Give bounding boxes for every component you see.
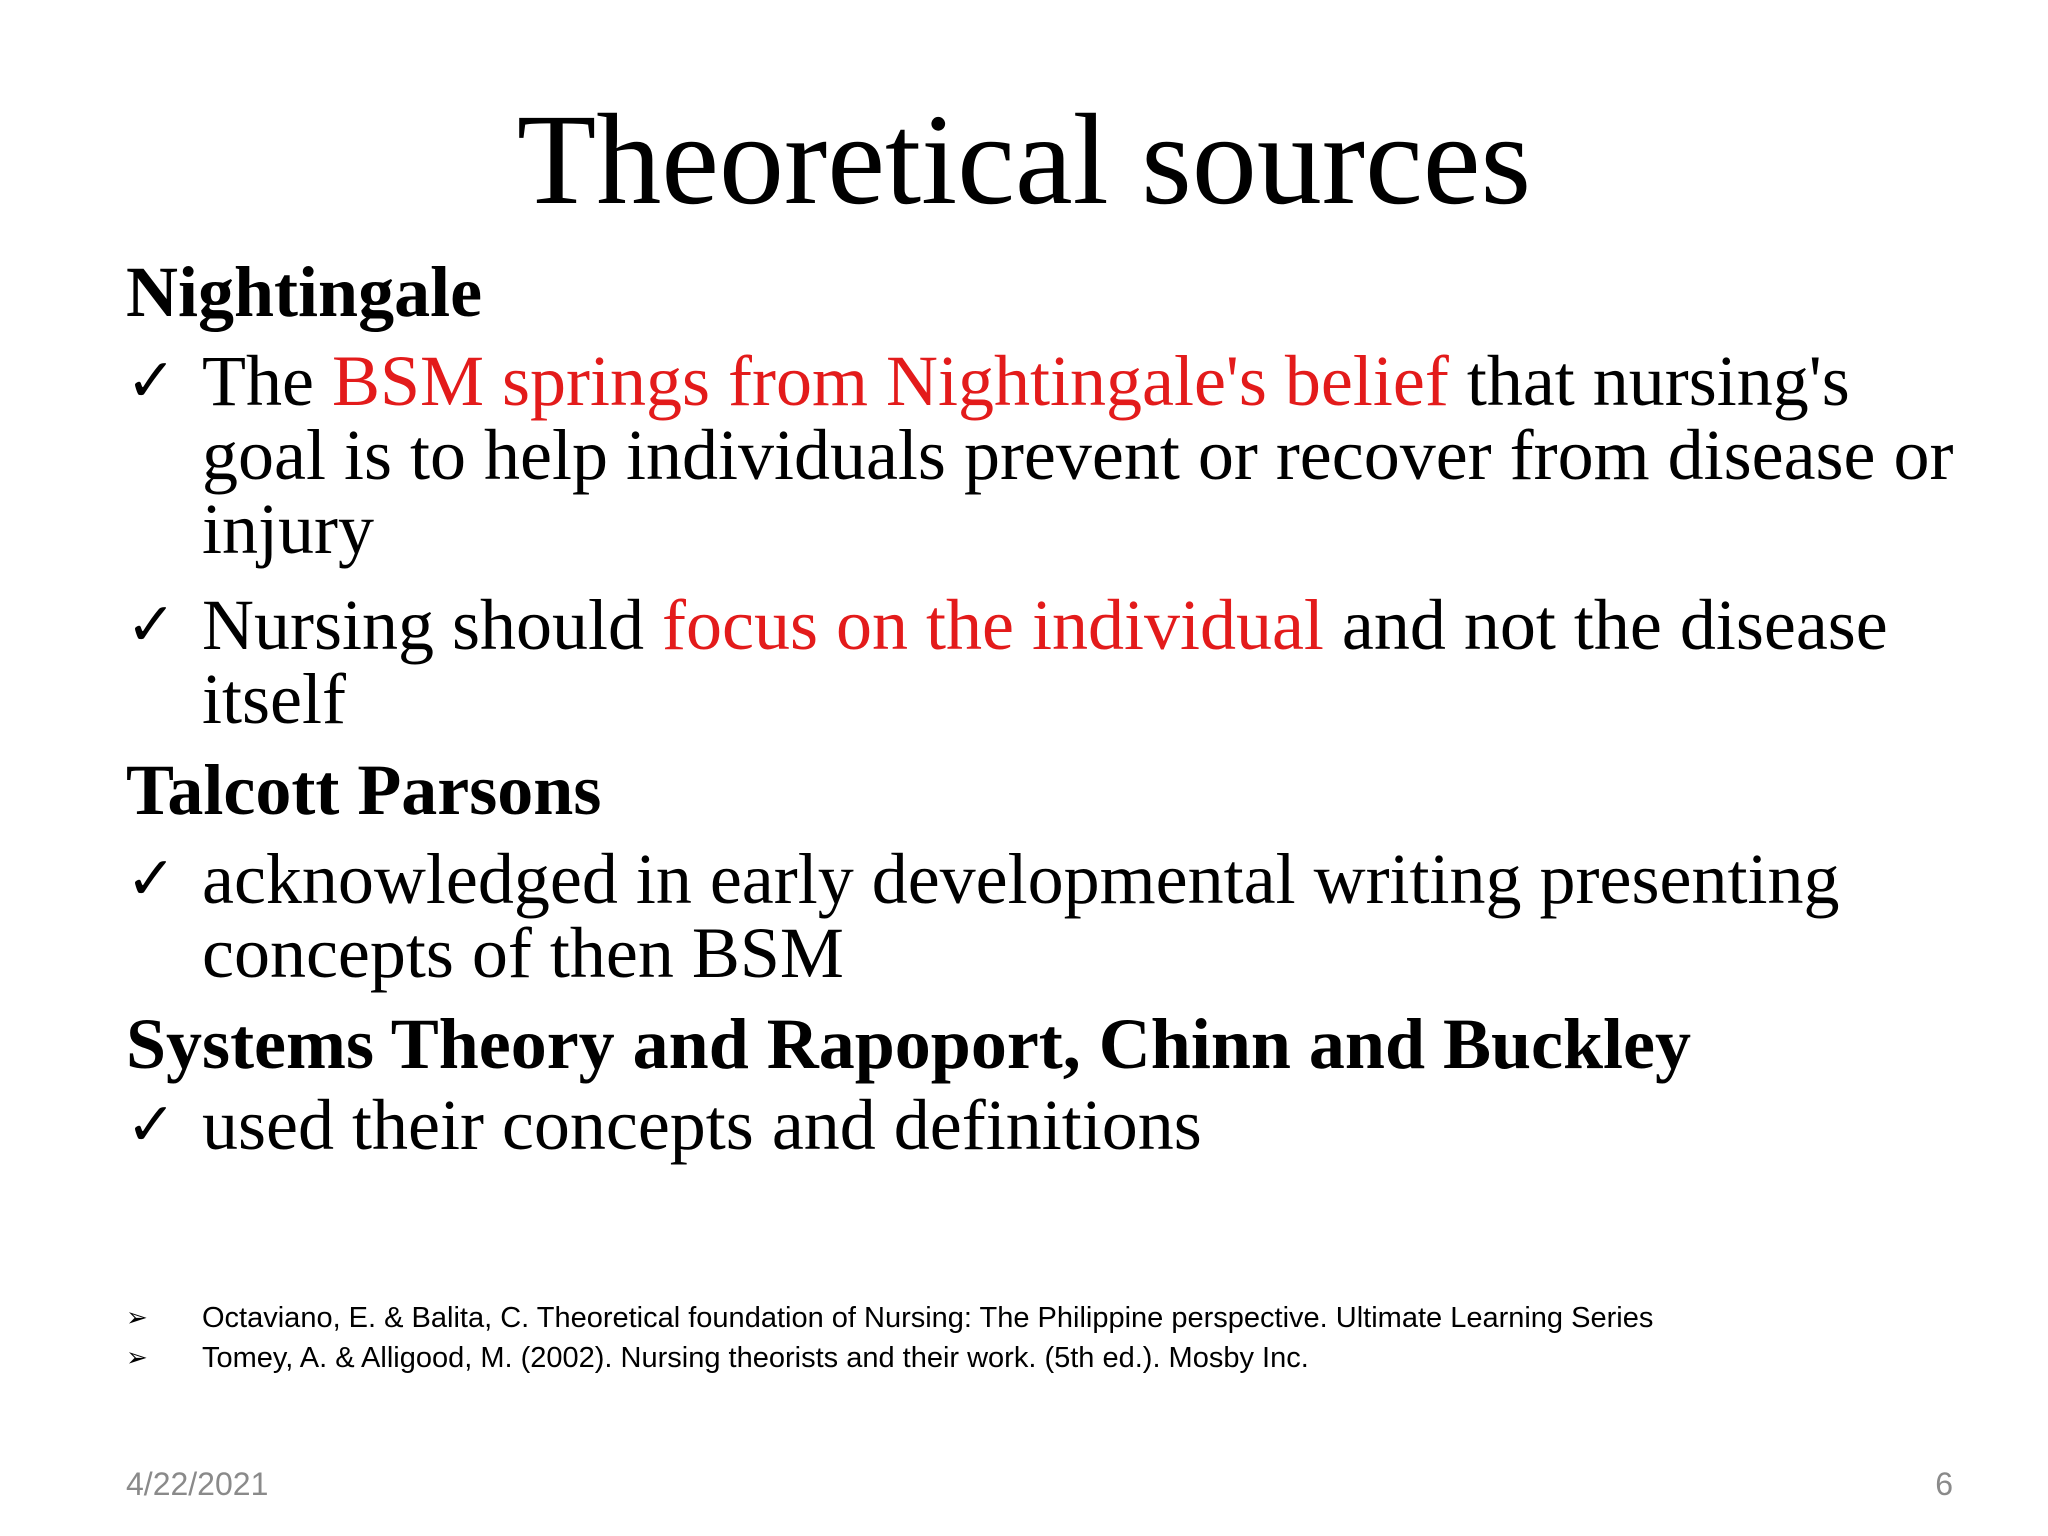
bullet-text-after: that nursing's goal is to help individuals prevent or recover from disease or injury bbox=[202, 341, 1954, 569]
reference-text: Octaviano, E. & Balita, C. Theoretical foundation of Nursing: The Philippine perspective. Ultimate Learning Series bbox=[202, 1302, 1654, 1334]
section-heading-talcott-parsons: Talcott Parsons bbox=[126, 750, 602, 830]
bullet-text: acknowledged in early developmental writing presenting concepts of then BSM bbox=[202, 839, 1840, 993]
check-icon: ✓ bbox=[126, 1090, 177, 1160]
reference-item bbox=[126, 1298, 1966, 1338]
bullet-text-after: and not the disease itself bbox=[202, 585, 1888, 739]
footer-date: 4/22/2021 bbox=[126, 1466, 269, 1502]
arrow-bullet-icon: ➢ bbox=[126, 1303, 148, 1333]
reference-text: Tomey, A. & Alligood, M. (2002). Nursing theorists and their work. (5th ed.). Mosby Inc. bbox=[202, 1342, 1309, 1374]
references-list bbox=[126, 1298, 1966, 1378]
arrow-bullet-icon: ➢ bbox=[126, 1343, 148, 1373]
reference-item bbox=[126, 1338, 1966, 1378]
section-heading-systems-theory: Systems Theory and Rapoport, Chinn and Buckley bbox=[126, 1004, 1692, 1084]
bullet-item bbox=[126, 839, 1966, 993]
slide-number: 6 bbox=[1935, 1466, 1953, 1502]
check-icon: ✓ bbox=[126, 346, 177, 416]
bullet-text-highlight: focus on the individual bbox=[662, 585, 1324, 665]
bullet-text-before: Nursing should bbox=[202, 585, 663, 665]
bullet-item bbox=[126, 1085, 1966, 1165]
section-heading-nightingale: Nightingale bbox=[126, 252, 483, 332]
bullet-text: used their concepts and definitions bbox=[202, 1085, 1202, 1165]
bullet-item bbox=[126, 341, 1966, 569]
bullet-text-highlight: BSM springs from Nightingale's belief bbox=[331, 341, 1449, 421]
slide-title: Theoretical sources bbox=[516, 88, 1532, 232]
slide-body bbox=[126, 252, 1966, 1165]
bullet-text-before: The bbox=[202, 341, 332, 421]
check-icon: ✓ bbox=[126, 844, 177, 914]
check-icon: ✓ bbox=[126, 590, 177, 660]
bullet-item bbox=[126, 585, 1966, 739]
